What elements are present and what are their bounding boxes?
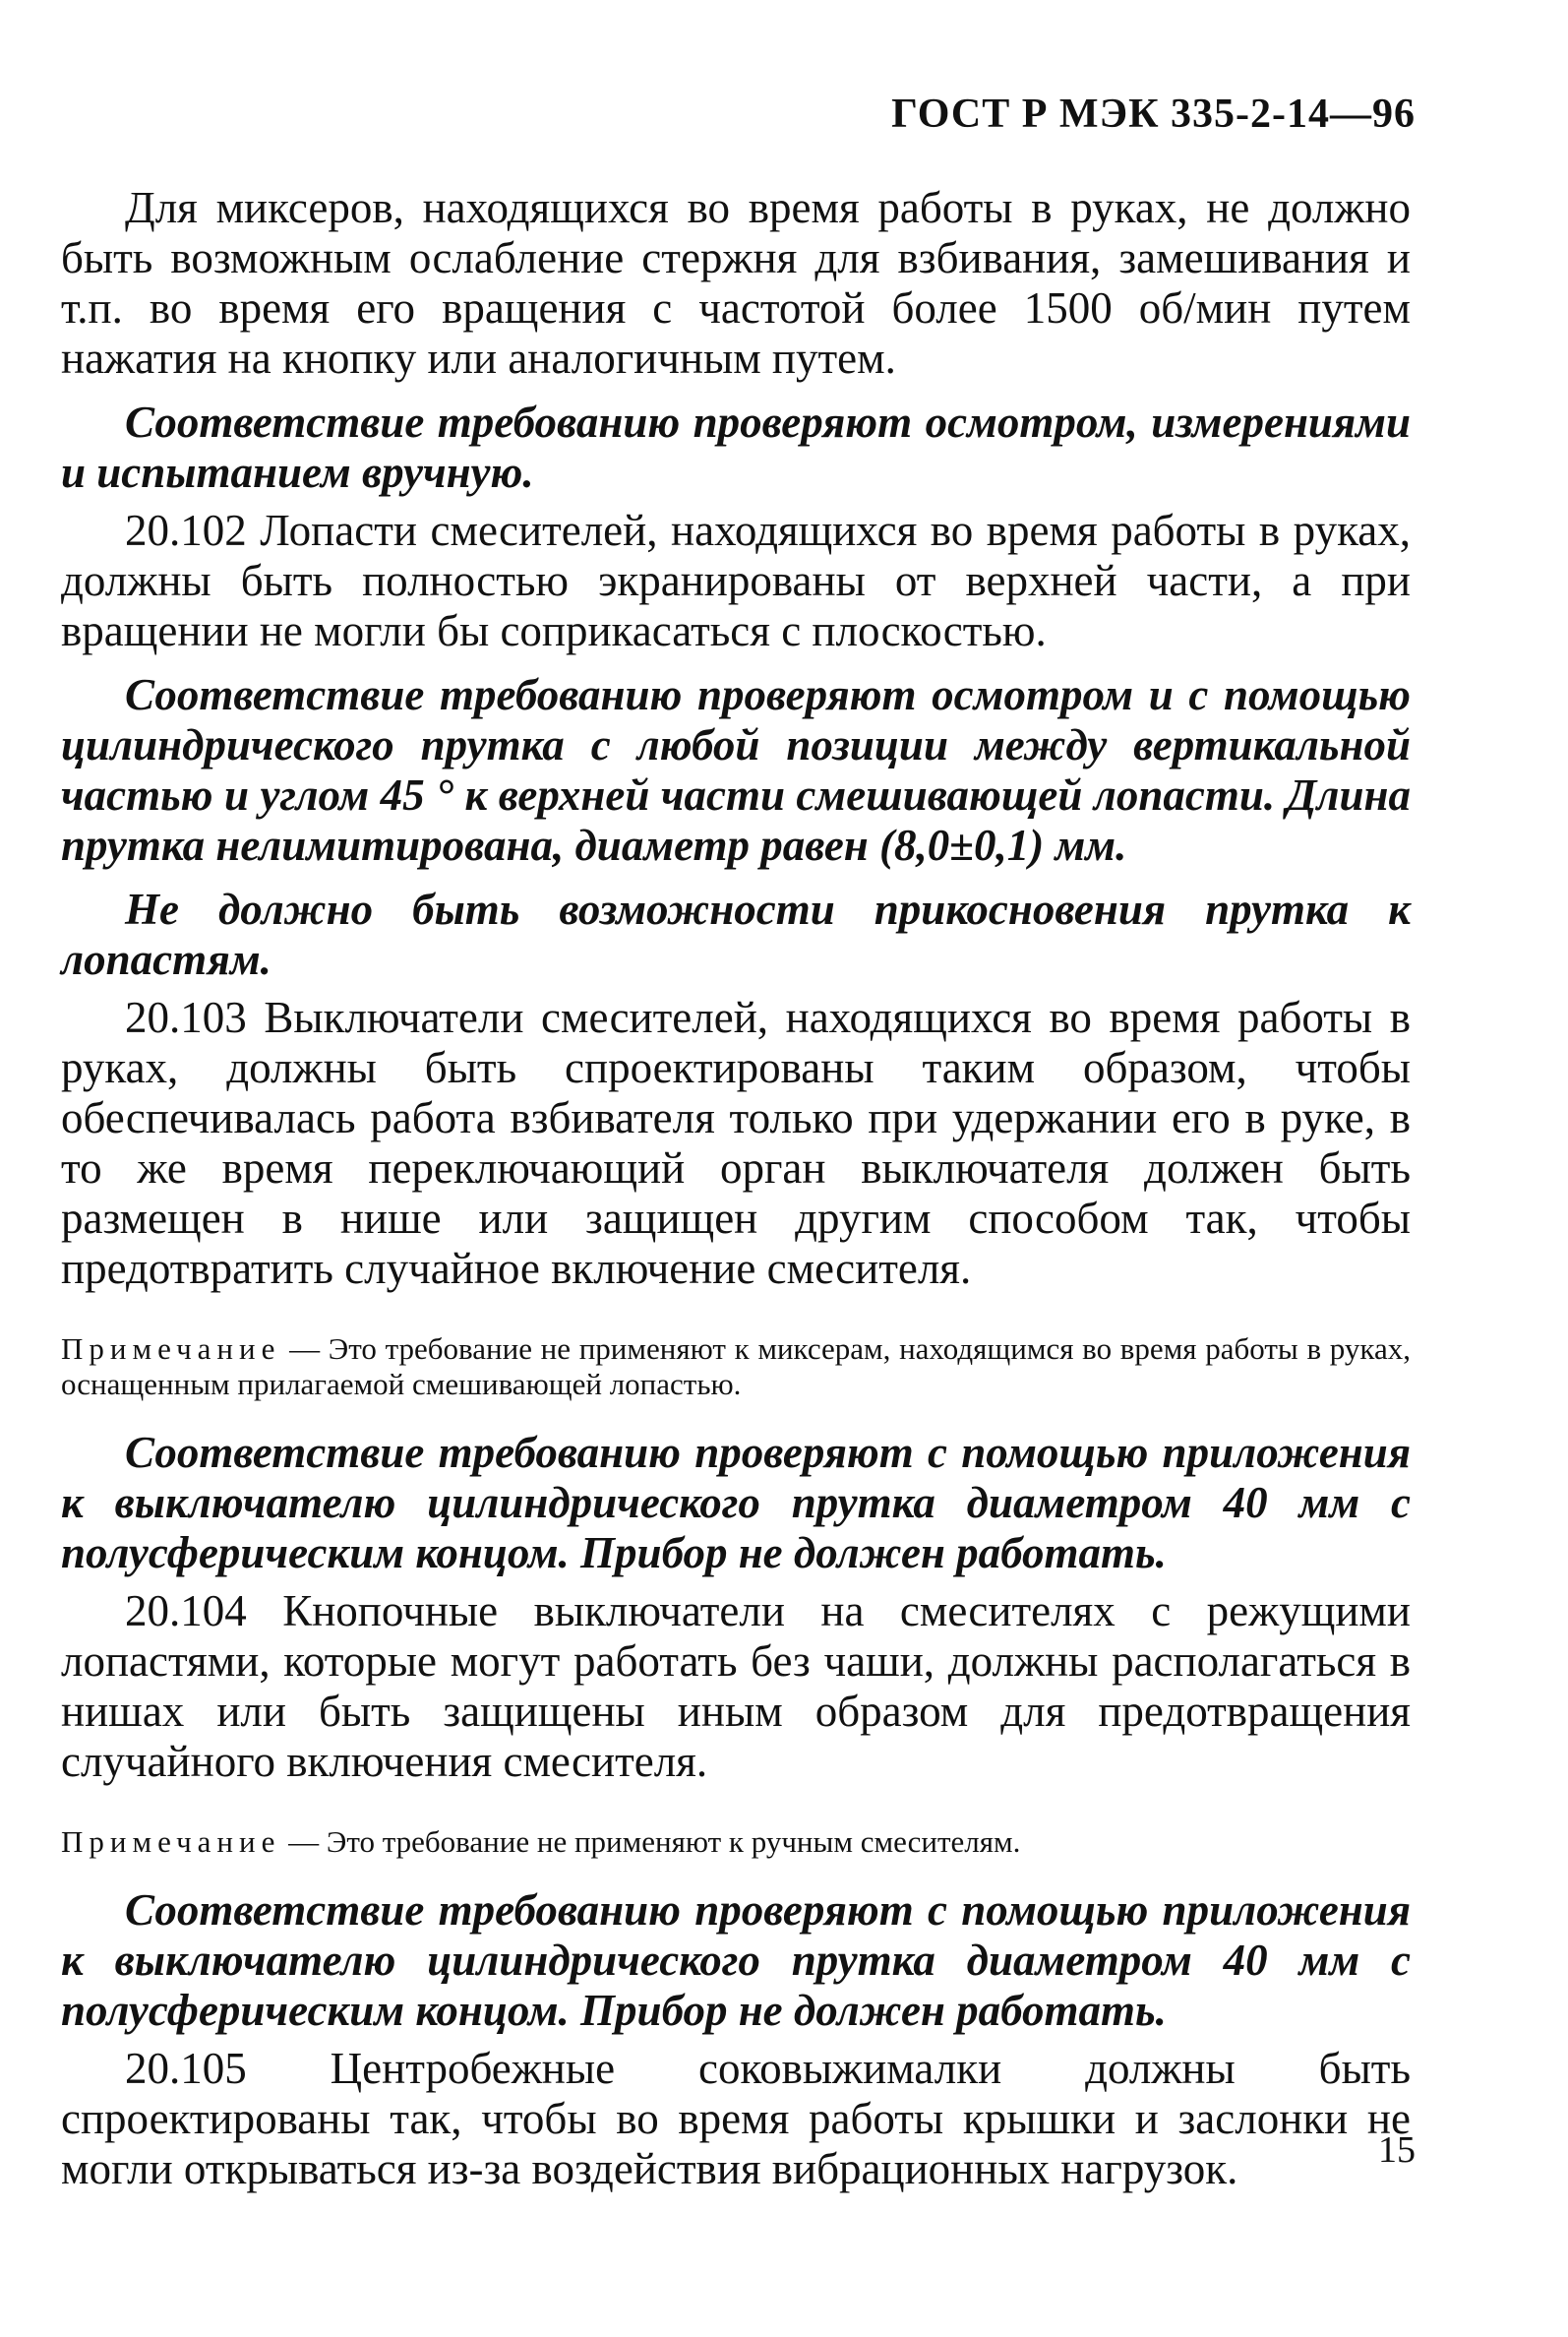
clause-20-105: 20.105 Центробежные соковыжималки должны быть спроектированы так, чтобы во время работы крышки и заслонки не могли открываться из-за воздействия вибрационных нагрузок. (61, 2044, 1411, 2193)
clause-20-103: 20.103 Выключатели смесителей, находящихся во время работы в руках, должны быть спроектированы таким образом, чтобы обеспечивалась работа взбивателя только при удержании его в руке, в то же время переключающий орган выключателя должен быть размещен в нише или защищен другим способом так, чтобы предотвратить случайное включение смесителя. (61, 993, 1411, 1293)
document-body (61, 175, 1411, 2194)
note-text: — Это требование не применяют к миксерам, находящимся во время работы в руках, оснащенным прилагаемой смешивающей лопастью. (61, 1331, 1411, 1401)
compliance-check-paragraph: Соответствие требованию проверяют с помощью приложения к выключателю цилиндрического прутка диаметром 40 мм с полусферическим концом. Прибор не должен работать. (61, 1428, 1411, 1577)
note-label: Примечание (61, 1824, 281, 1859)
note-label: Примечание (61, 1331, 281, 1366)
note-paragraph (61, 1331, 1411, 1402)
clause-20-102: 20.102 Лопасти смесителей, находящихся во время работы в руках, должны быть полностью экранированы от верхней части, а при вращении не могли бы соприкасаться с плоскостью. (61, 506, 1411, 655)
paragraph-mixer-rod: Для миксеров, находящихся во время работы в руках, не должно быть возможным ослабление стержня для взбивания, замешивания и т.п. во время его вращения с частотой более 1500 об/мин путем нажатия на кнопку или аналогичным путем. (61, 183, 1411, 383)
compliance-check-paragraph: Соответствие требованию проверяют осмотром и с помощью цилиндрического прутка с любой позиции между вертикальной частью и углом 45 ° к верхней части смешивающей лопасти. Длина прутка нелимитирована, диаметр равен (8,0±0,1) мм. (61, 670, 1411, 870)
compliance-check-paragraph: Соответствие требованию проверяют с помощью приложения к выключателю цилиндрического прутка диаметром 40 мм с полусферическим концом. Прибор не должен работать. (61, 1885, 1411, 2035)
page-number: 15 (1378, 2129, 1416, 2171)
clause-20-104: 20.104 Кнопочные выключатели на смесителях с режущими лопастями, которые могут работать без чаши, должны располагаться в нишах или быть защищены иным образом для предотвращения случайного включения смесителя. (61, 1586, 1411, 1786)
note-text: — Это требование не применяют к ручным смесителям. (280, 1824, 1021, 1859)
standard-header: ГОСТ Р МЭК 335-2-14—96 (891, 92, 1416, 137)
compliance-check-paragraph: Соответствие требованию проверяют осмотром, измерениями и испытанием вручную. (61, 398, 1411, 497)
compliance-check-paragraph: Не должно быть возможности прикосновения прутка к лопастям. (61, 885, 1411, 984)
note-paragraph (61, 1824, 1411, 1860)
